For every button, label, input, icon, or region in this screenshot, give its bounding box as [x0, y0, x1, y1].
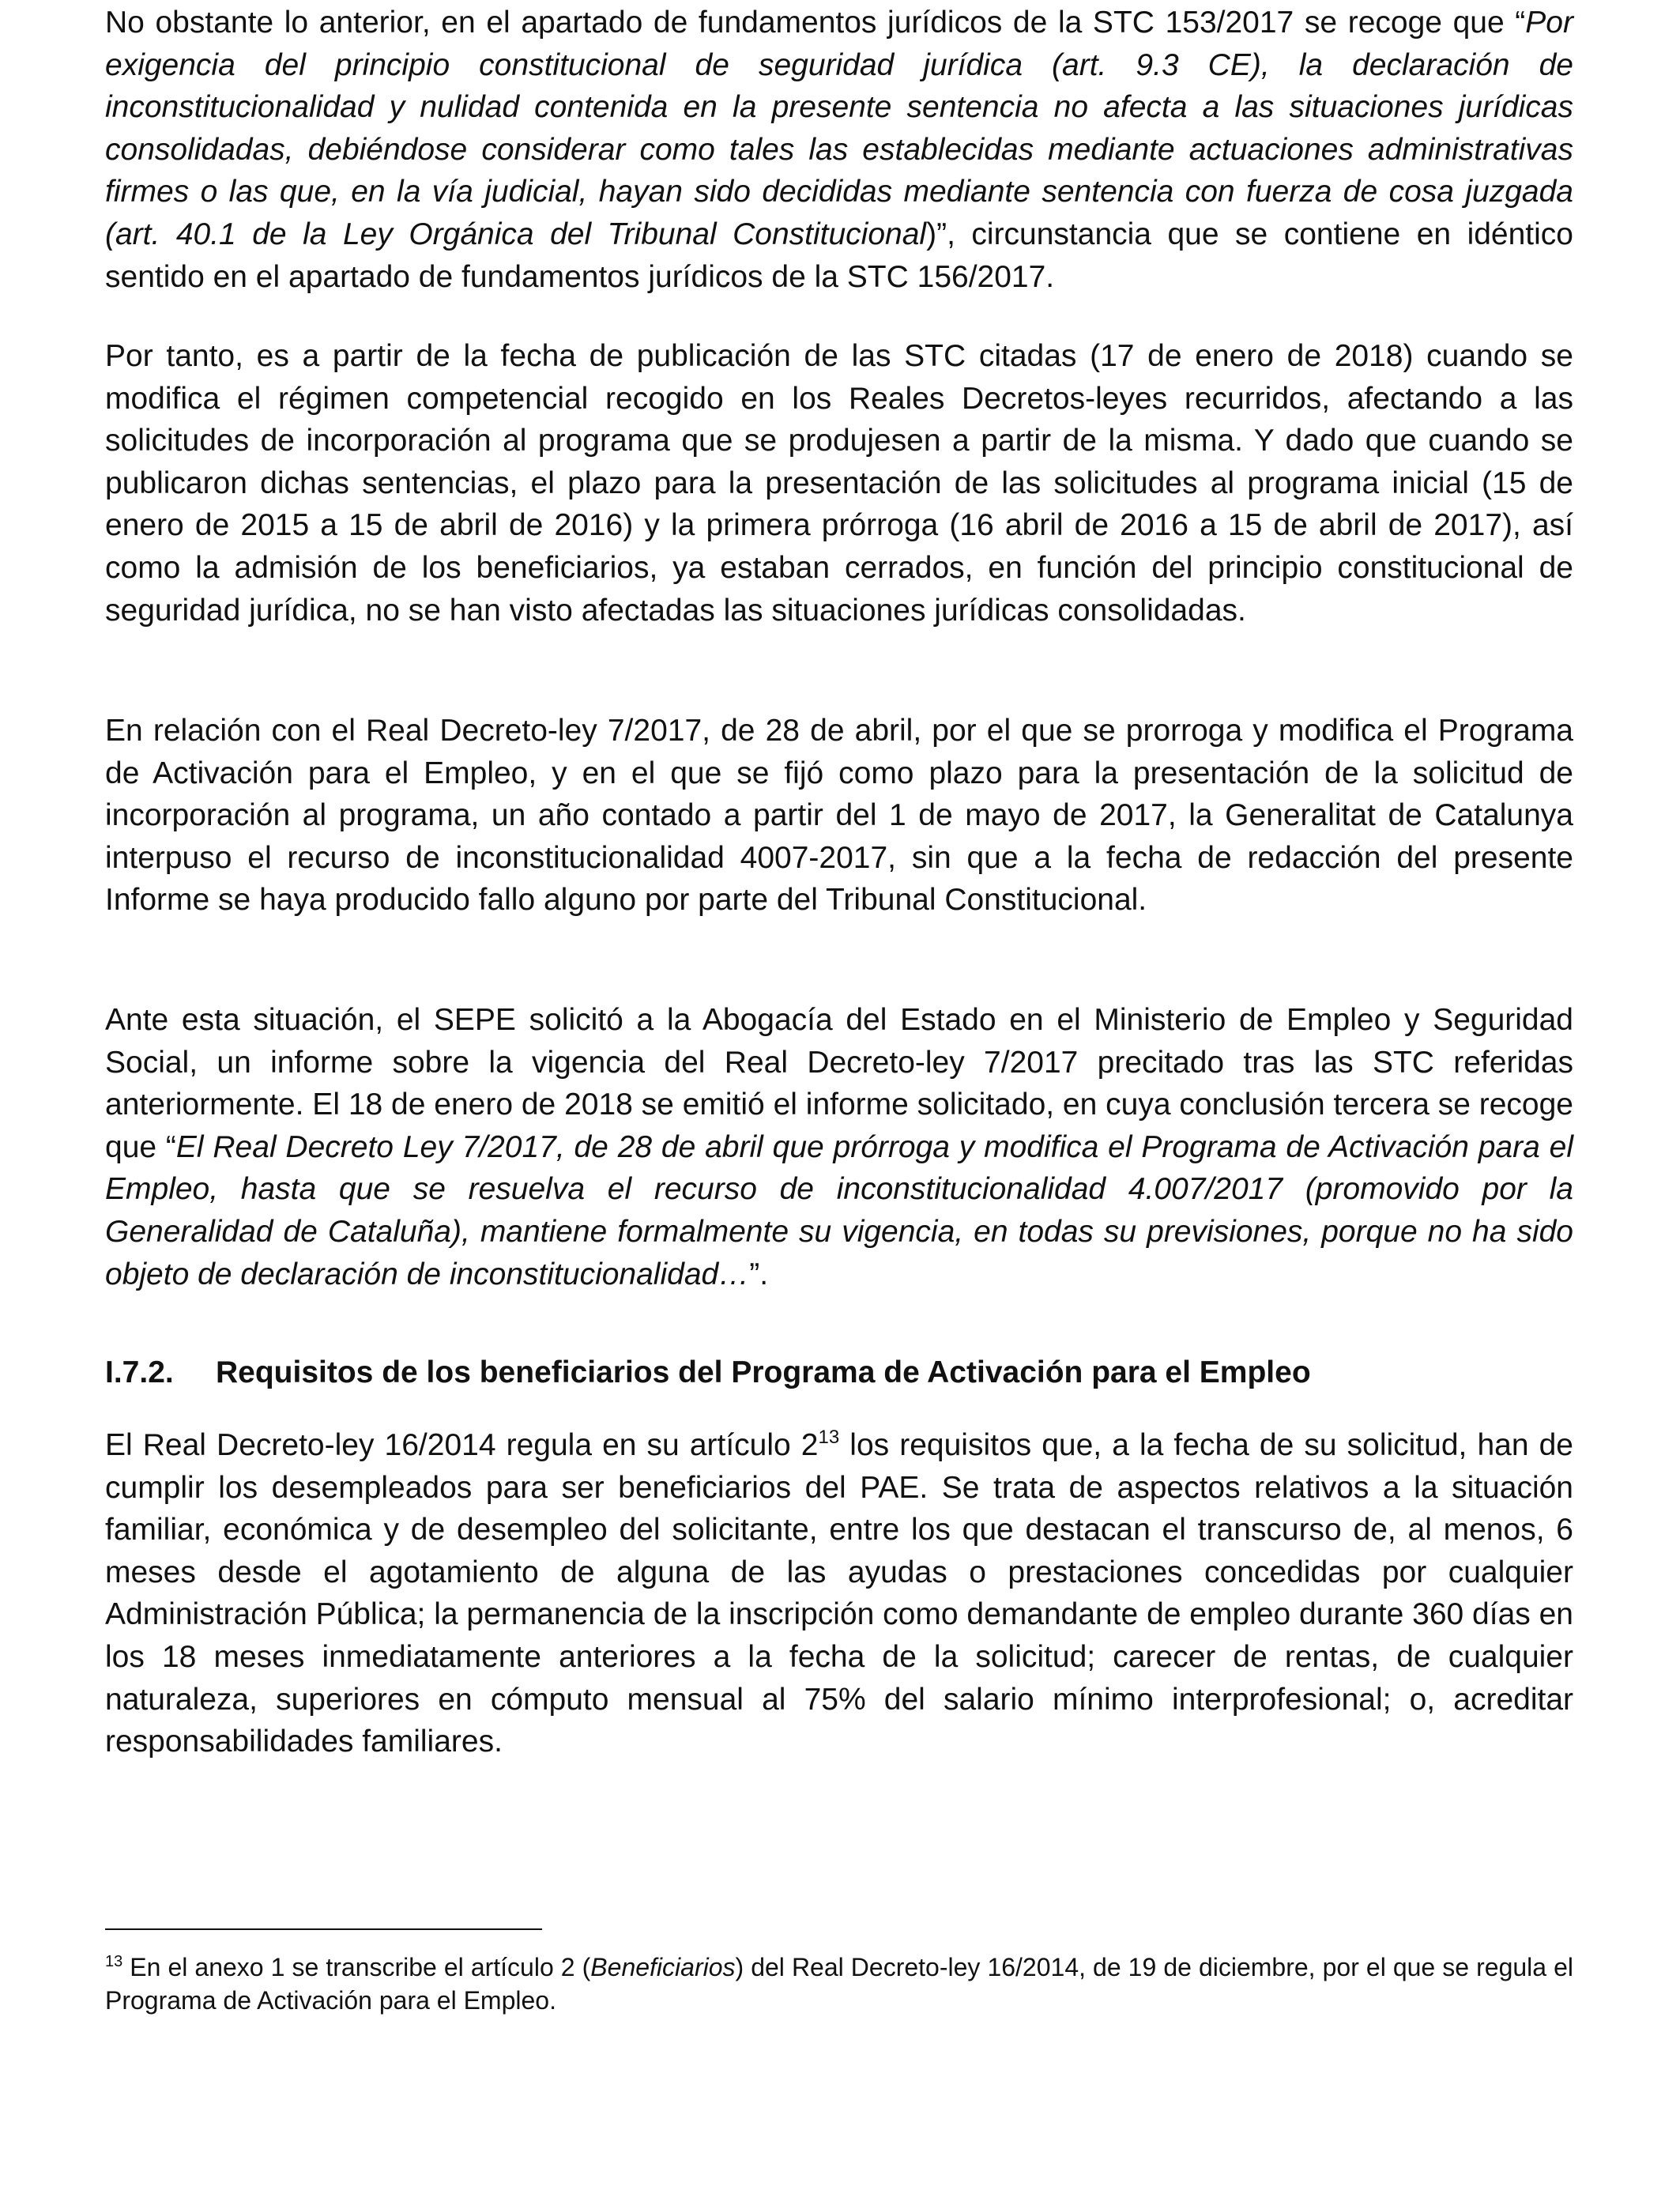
section-title: Requisitos de los beneficiarios del Programa de Activación para el Empleo	[216, 1355, 1311, 1389]
quoted-report-conclusion: El Real Decreto Ley 7/2017, de 28 de abril que prórroga y modifica el Programa de Activación para el Empleo, hasta que se resuelva el recurso de inconstitucionalidad 4.007/2017 (promovido por la Generalidad de Cataluña), mantiene formalmente su vigencia, en todas su previsiones, porque no ha sido objeto de declaración de inconstitucionalidad…	[105, 1129, 1573, 1291]
paragraph-text: )”, circunstancia que se contiene en idéntico sentido en el apartado de fundamentos jurídicos de la STC 156/2017.	[105, 217, 1573, 294]
section-number: I.7.2.	[105, 1355, 174, 1389]
paragraph-text: No obstante lo anterior, en el apartado de fundamentos jurídicos de la STC 153/2017 se recoge que “	[105, 6, 1526, 40]
footnote-reference[interactable]: 13	[818, 1427, 840, 1448]
paragraph-text: Ante esta situación, el SEPE solicitó a la Abogacía del Estado en el Ministerio de Empleo y Seguridad Social, un informe sobre la vigencia del Real Decreto-ley 7/2017 precitado tras las STC referidas anteriormente. El 18 de enero de 2018 se emitió el informe solicitado, en cuya conclusión tercera se recoge que “	[105, 1003, 1573, 1164]
paragraph-requirements	[105, 1424, 1573, 1763]
paragraph-sepe-report	[105, 999, 1573, 1295]
paragraph-publication-date: Por tanto, es a partir de la fecha de publicación de las STC citadas (17 de enero de 2018) cuando se modifica el régimen competencial recogido en los Reales Decretos-leyes recurridos, afectando a las solicitudes de incorporación al programa que se produjesen a partir de la misma. Y dado que cuando se publicaron dichas sentencias, el plazo para la presentación de las solicitudes al programa inicial (15 de enero de 2015 a 15 de abril de 2016) y la primera prórroga (16 abril de 2016 a 15 de abril de 2017), así como la admisión de los beneficiarios, ya estaban cerrados, en función del principio constitucional de seguridad jurídica, no se han visto afectadas las situaciones jurídicas consolidadas.	[105, 339, 1573, 628]
paragraph-text: los requisitos que, a la fecha de su solicitud, han de cumplir los desempleados para ser beneficiarios del PAE. Se trata de aspectos relativos a la situación familiar, económica y de desempleo del solicitante, entre los que destacan el transcurso de, al menos, 6 meses desde el agotamiento de alguna de las ayudas o prestaciones concedidas por cualquier Administración Pública; la permanencia de la inscripción como demandante de empleo durante 360 días en los 18 meses inmediatamente anteriores a la fecha de la solicitud; carecer de rentas, de cualquier naturaleza, superiores en cómputo mensual al 75% del salario mínimo interprofesional; o, acreditar responsabilidades familiares.	[105, 1428, 1573, 1759]
section-heading	[105, 1351, 1311, 1394]
footnote-text: ) del Real Decreto-ley 16/2014, de 19 de diciembre, por el que se regula el Programa de Activación para el Empleo.	[105, 1953, 1574, 2015]
footnote-number: 13	[105, 1953, 123, 1970]
footnote	[105, 1951, 1573, 2017]
quoted-legal-text: Por exigencia del principio constitucional de seguridad jurídica (art. 9.3 CE), la declaración de inconstitucionalidad y nulidad contenida en la presente sentencia no afecta a las situaciones jurídicas consolidadas, debiéndose considerar como tales las establecidas mediante actuaciones administrativas firmes o las que, en la vía judicial, hayan sido decididas mediante sentencia con fuerza de cosa juzgada (art. 40.1 de la Ley Orgánica del Tribunal Constitucional	[105, 6, 1573, 251]
paragraph-text: ”.	[749, 1257, 769, 1291]
paragraph-text: El Real Decreto-ley 16/2014 regula en su artículo 2	[105, 1428, 819, 1462]
paragraph-rdl-7-2017: En relación con el Real Decreto-ley 7/2017, de 28 de abril, por el que se prorroga y modifica el Programa de Activación para el Empleo, y en el que se fijó como plazo para la presentación de la solicitud de incorporación al programa, un año contado a partir del 1 de mayo de 2017, la Generalitat de Catalunya interpuso el recurso de inconstitucionalidad 4007-2017, sin que a la fecha de redacción del presente Informe se haya producido fallo alguno por parte del Tribunal Constitucional.	[105, 714, 1573, 918]
footnote-text: En el anexo 1 se transcribe el artículo 2 (	[122, 1953, 591, 1981]
paragraph-stc-153	[105, 2, 1573, 298]
footnote-italic-text: Beneficiarios	[590, 1953, 736, 1981]
footnote-divider	[105, 1928, 542, 1930]
